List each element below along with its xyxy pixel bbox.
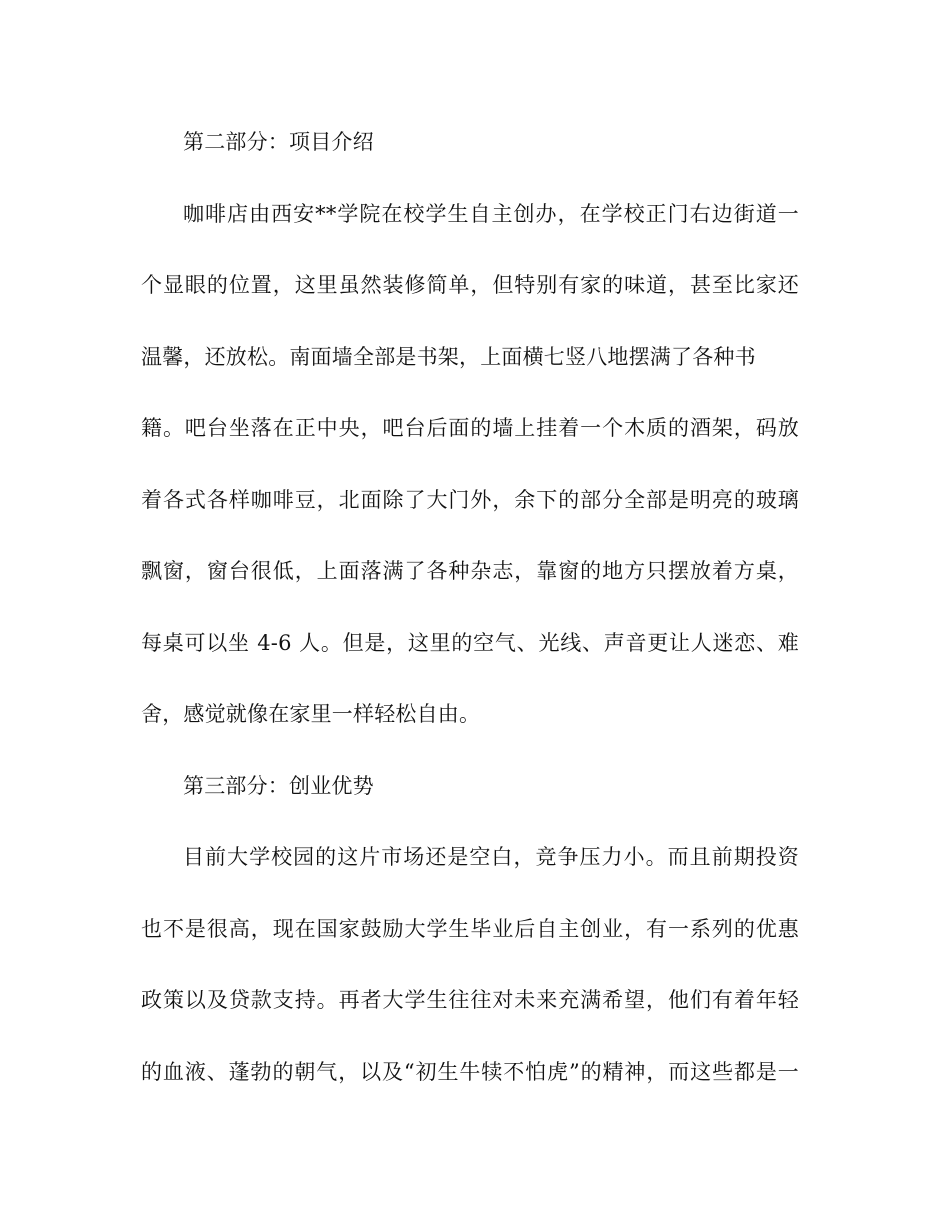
paragraph-line: 目前大学校园的这片市场还是空白，竞争压力小。而且前期投资 [183,845,799,869]
paragraph-line: 也不是很高，现在国家鼓励大学生毕业后自主创业，有一系列的优惠 [141,916,799,941]
paragraph-line: 飘窗，窗台很低，上面落满了各种杂志，靠窗的地方只摆放着方桌， [141,559,799,583]
paragraph-line: 着各式各样咖啡豆，北面除了大门外，余下的部分全部是明亮的玻璃 [141,487,799,512]
paragraph-line: 政策以及贷款支持。再者大学生往往对未来充满希望，他们有着年轻 [141,988,799,1012]
paragraph-line: 舍，感觉就像在家里一样轻松自由。 [141,702,481,726]
paragraph-line: 籍。吧台坐落在正中央，吧台后面的墙上挂着一个木质的酒架，码放 [141,416,799,440]
section-heading-startup-advantages: 第三部分：创业优势 [183,773,374,798]
paragraph-line: 温馨，还放松。南面墙全部是书架，上面横七竖八地摆满了各种书 [141,344,756,369]
paragraph-line: 的血液、蓬勃的朝气，以及“初生牛犊不怕虎”的精神，而这些都是一 [141,1059,799,1084]
paragraph-line: 个显眼的位置，这里虽然装修简单，但特别有家的味道，甚至比家还 [141,273,799,297]
paragraph-line: 每桌可以坐 4-6 人。但是，这里的空气、光线、声音更让人迷恋、难 [141,630,799,655]
section-heading-project-intro: 第二部分：项目介绍 [183,130,374,154]
document-body [141,124,799,1125]
paragraph-line: 咖啡店由西安**学院在校学生自主创办，在学校正门右边街道一 [183,201,799,226]
